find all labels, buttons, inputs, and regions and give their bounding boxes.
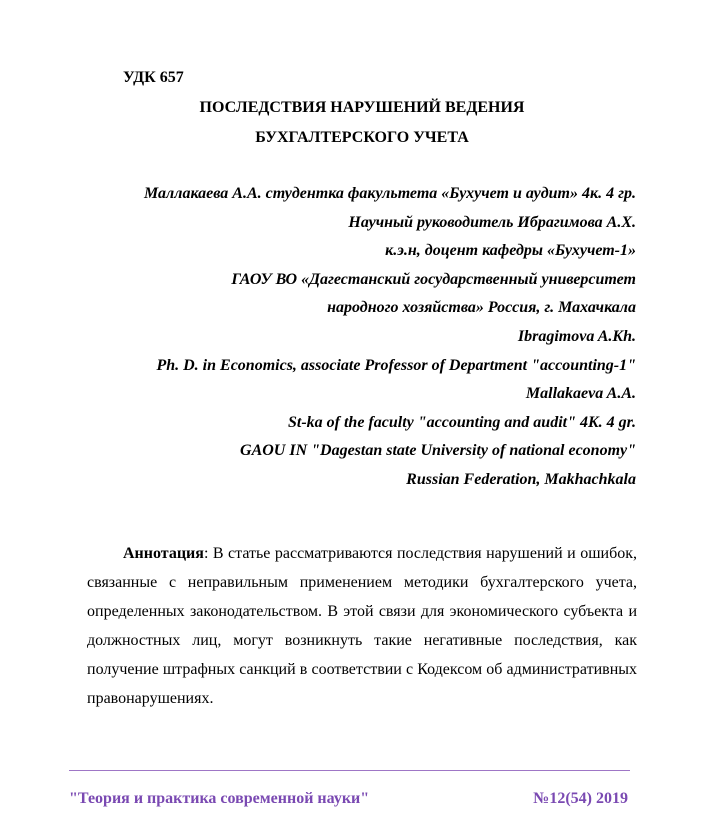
article-title-line-1: ПОСЛЕДСТВИЯ НАРУШЕНИЙ ВЕДЕНИЯ [199, 99, 525, 116]
abstract-paragraph [87, 539, 637, 713]
author-line: народного хозяйства» Россия, г. Махачкала [327, 299, 636, 317]
author-line: Mallakaeva A.A. [525, 385, 636, 403]
issue-number: №12(54) 2019 [533, 790, 628, 807]
article-title-line-2: БУХГАЛТЕРСКОГО УЧЕТА [255, 129, 469, 146]
author-line: Ph. D. in Economics, associate Professor of Department "accounting-1" [156, 356, 636, 374]
author-line: Научный руководитель Ибрагимова А.Х. [348, 213, 636, 231]
author-line: Маллакаева А.А. студентка факультета «Бухучет и аудит» 4к. 4 гр. [144, 185, 636, 202]
author-line: St-ka of the faculty "accounting and audit" 4K. 4 gr. [287, 413, 636, 431]
journal-name: "Теория и практика современной науки" [69, 790, 370, 807]
abstract-label: Аннотация [123, 545, 204, 562]
author-info-block [144, 184, 636, 499]
author-line: Russian Federation, Makhachkala [406, 470, 636, 488]
author-line: к.э.н, доцент кафедры «Бухучет-1» [385, 242, 636, 260]
author-line: GAOU IN "Dagestan state University of national economy" [240, 442, 636, 460]
author-line: ГАОУ ВО «Дагестанский государственный университет [231, 270, 636, 288]
abstract [87, 539, 637, 713]
udk-code: УДК 657 [123, 69, 184, 86]
abstract-text: : В статье рассматриваются последствия нарушений и ошибок, связанные с неправильным применением методики бухгалтерского учета, определенных законодательством. В этой связи для экономического субъекта и должностных лиц, могут возникнуть такие негативные последствия, как получение штрафных санкций в соответствии с Кодексом об административных правонарушениях. [87, 545, 637, 707]
author-line: Ibragimova A.Kh. [517, 327, 636, 345]
footer-divider [69, 770, 630, 771]
